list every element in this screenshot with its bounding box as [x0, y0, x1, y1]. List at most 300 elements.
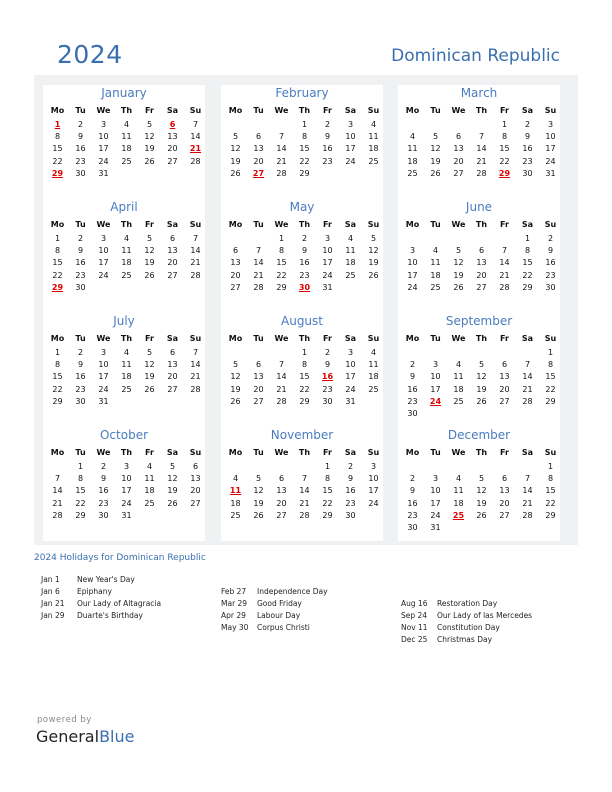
day-cell: 26	[476, 396, 487, 406]
day-cell: 31	[98, 396, 109, 406]
holiday-day-cell: 16	[321, 372, 334, 382]
weekday-header: Mo	[228, 106, 243, 115]
holiday-name: Duarte's Birthday	[77, 611, 143, 620]
day-cell: 7	[192, 234, 199, 243]
day-cell: 30	[322, 396, 333, 406]
holiday-day-cell: 30	[298, 282, 311, 292]
day-cell: 14	[476, 144, 487, 154]
day-cell: 22	[499, 156, 510, 166]
day-cell: 5	[432, 132, 439, 142]
weekday-header: Su	[189, 448, 202, 457]
day-cell: 25	[230, 510, 241, 520]
day-cell: 9	[301, 246, 308, 256]
day-cell: 29	[276, 282, 287, 292]
holiday-day-cell: 29	[51, 282, 64, 292]
weekday-header: We	[96, 106, 111, 115]
day-cell: 29	[322, 510, 333, 520]
weekday-header: Tu	[253, 334, 264, 343]
day-cell: 2	[301, 234, 308, 243]
day-cell: 19	[253, 498, 264, 508]
day-cell: 23	[345, 498, 356, 508]
day-cell: 31	[430, 523, 441, 532]
day-cell: 21	[522, 498, 533, 508]
day-cell: 20	[230, 270, 241, 280]
holiday-name: Corpus Christi	[257, 623, 310, 632]
day-cell: 31	[345, 396, 356, 406]
weekday-header: Su	[544, 106, 557, 115]
day-cell: 15	[322, 486, 333, 496]
day-cell: 3	[100, 234, 107, 243]
day-cell: 2	[409, 360, 416, 370]
day-cell: 7	[278, 360, 285, 370]
day-cell: 27	[167, 384, 178, 394]
day-cell: 24	[407, 282, 418, 292]
day-cell: 11	[368, 360, 379, 370]
holiday-day-cell: 29	[498, 168, 511, 178]
day-cell: 27	[167, 156, 178, 166]
day-cell: 13	[476, 258, 487, 268]
day-cell: 23	[407, 396, 418, 406]
day-cell: 18	[121, 144, 132, 154]
day-cell: 23	[322, 384, 333, 394]
day-cell: 23	[522, 156, 533, 166]
weekday-header: Sa	[166, 448, 179, 457]
day-cell: 8	[301, 132, 308, 142]
day-cell: 16	[522, 144, 533, 154]
day-cell: 22	[276, 270, 287, 280]
weekday-header: Su	[544, 220, 557, 229]
weekday-header: We	[274, 334, 289, 343]
day-cell: 29	[52, 396, 63, 406]
day-cell: 2	[77, 120, 84, 129]
weekday-header: Fr	[145, 220, 154, 229]
weekday-header: We	[451, 334, 466, 343]
day-cell: 1	[54, 234, 61, 243]
weekday-header: Sa	[344, 106, 357, 115]
month-name: December	[447, 428, 511, 442]
day-cell: 4	[455, 360, 462, 370]
weekday-header: We	[96, 448, 111, 457]
weekday-header: Fr	[145, 106, 154, 115]
day-cell: 29	[545, 396, 556, 406]
holiday-day-cell: 1	[54, 120, 61, 129]
day-cell: 4	[370, 120, 377, 129]
weekday-header: Th	[475, 448, 488, 457]
weekday-header: Th	[120, 106, 133, 115]
day-cell: 3	[409, 246, 416, 256]
day-cell: 11	[430, 258, 441, 268]
day-cell: 11	[144, 474, 155, 484]
day-cell: 29	[75, 510, 86, 520]
day-cell: 10	[98, 132, 109, 142]
weekday-header: Fr	[323, 220, 332, 229]
day-cell: 27	[253, 396, 264, 406]
day-cell: 13	[499, 486, 510, 496]
weekday-header: We	[274, 220, 289, 229]
weekday-header: Sa	[521, 220, 534, 229]
day-cell: 24	[545, 156, 556, 166]
day-cell: 23	[299, 270, 310, 280]
day-cell: 28	[276, 396, 287, 406]
day-cell: 4	[232, 474, 239, 484]
day-cell: 6	[278, 474, 285, 484]
day-cell: 12	[144, 246, 155, 256]
day-cell: 21	[276, 156, 287, 166]
day-cell: 26	[144, 270, 155, 280]
day-cell: 15	[75, 486, 86, 496]
day-cell: 10	[407, 258, 418, 268]
day-cell: 3	[347, 120, 354, 129]
day-cell: 13	[453, 144, 464, 154]
day-cell: 17	[368, 486, 379, 496]
day-cell: 17	[545, 144, 556, 154]
weekday-header: Fr	[145, 448, 154, 457]
day-cell: 7	[524, 474, 531, 484]
weekday-header: Sa	[521, 106, 534, 115]
holiday-date: Mar 29	[221, 599, 248, 608]
weekday-header: Sa	[344, 334, 357, 343]
day-cell: 15	[52, 258, 63, 268]
day-cell: 25	[453, 396, 464, 406]
page-year-title: 2024	[57, 40, 123, 69]
holiday-name: New Year's Day	[77, 575, 135, 584]
day-cell: 27	[476, 282, 487, 292]
holiday-name: Our Lady of las Mercedes	[437, 611, 533, 620]
holiday-day-cell: 21	[189, 144, 202, 154]
day-cell: 6	[192, 462, 199, 471]
day-cell: 21	[253, 270, 264, 280]
day-cell: 26	[453, 282, 464, 292]
day-cell: 24	[98, 384, 109, 394]
weekday-header: Fr	[323, 106, 332, 115]
day-cell: 15	[545, 372, 556, 382]
holiday-name: Our Lady of Altagracia	[77, 599, 162, 608]
brand-blue: Blue	[99, 727, 135, 746]
weekday-header: Su	[367, 334, 380, 343]
weekday-header: Su	[367, 106, 380, 115]
day-cell: 14	[522, 486, 533, 496]
day-cell: 16	[545, 258, 556, 268]
day-cell: 21	[276, 384, 287, 394]
month-may	[221, 199, 383, 313]
holiday-day-cell: 27	[252, 168, 265, 178]
holiday-date: Apr 29	[221, 611, 246, 620]
day-cell: 23	[407, 510, 418, 520]
day-cell: 10	[430, 372, 441, 382]
day-cell: 20	[476, 270, 487, 280]
weekday-header: Mo	[50, 448, 65, 457]
day-cell: 13	[253, 144, 264, 154]
day-cell: 3	[123, 462, 130, 471]
holiday-date: Nov 11	[401, 623, 428, 632]
holiday-day-cell: 6	[169, 120, 176, 129]
day-cell: 26	[476, 510, 487, 520]
day-cell: 21	[299, 498, 310, 508]
weekday-header: Fr	[323, 448, 332, 457]
holiday-date: Jan 21	[41, 599, 65, 608]
day-cell: 17	[98, 144, 109, 154]
day-cell: 23	[75, 156, 86, 166]
holiday-name: Restoration Day	[437, 599, 498, 608]
day-cell: 17	[98, 372, 109, 382]
day-cell: 17	[430, 384, 441, 394]
weekday-header: Tu	[253, 106, 264, 115]
weekday-header: Sa	[344, 448, 357, 457]
day-cell: 5	[146, 234, 153, 243]
day-cell: 19	[453, 270, 464, 280]
day-cell: 10	[98, 246, 109, 256]
day-cell: 4	[455, 474, 462, 484]
day-cell: 28	[276, 168, 287, 178]
day-cell: 25	[407, 168, 418, 178]
day-cell: 19	[368, 258, 379, 268]
day-cell: 7	[54, 474, 61, 484]
day-cell: 22	[52, 270, 63, 280]
day-cell: 31	[545, 168, 556, 178]
month-name: March	[460, 86, 498, 100]
day-cell: 1	[77, 462, 84, 471]
month-november	[221, 427, 383, 541]
day-cell: 5	[232, 360, 239, 370]
day-cell: 6	[478, 246, 485, 256]
day-cell: 27	[453, 168, 464, 178]
day-cell: 7	[524, 360, 531, 370]
day-cell: 24	[345, 384, 356, 394]
day-cell: 25	[121, 270, 132, 280]
day-cell: 2	[324, 120, 331, 129]
holiday-name: Independence Day	[257, 587, 328, 596]
weekday-header: Th	[120, 220, 133, 229]
day-cell: 3	[100, 120, 107, 129]
weekday-header: Mo	[405, 220, 420, 229]
weekday-header: Fr	[500, 334, 509, 343]
weekday-header: Su	[367, 448, 380, 457]
day-cell: 2	[409, 474, 416, 484]
month-name: August	[281, 314, 323, 328]
day-cell: 10	[322, 246, 333, 256]
holiday-date: Dec 25	[401, 635, 428, 644]
day-cell: 28	[299, 510, 310, 520]
day-cell: 10	[430, 486, 441, 496]
day-cell: 3	[100, 348, 107, 357]
weekday-header: Th	[475, 334, 488, 343]
day-cell: 8	[501, 132, 508, 142]
day-cell: 30	[522, 168, 533, 178]
day-cell: 4	[123, 348, 130, 357]
day-cell: 17	[407, 270, 418, 280]
day-cell: 16	[98, 486, 109, 496]
day-cell: 27	[230, 282, 241, 292]
day-cell: 4	[409, 132, 416, 142]
weekday-header: Su	[544, 334, 557, 343]
month-july	[43, 313, 205, 427]
day-cell: 26	[167, 498, 178, 508]
day-cell: 15	[276, 258, 287, 268]
day-cell: 12	[453, 258, 464, 268]
day-cell: 6	[169, 234, 176, 243]
day-cell: 8	[547, 474, 554, 484]
month-name: February	[275, 86, 329, 100]
day-cell: 7	[501, 246, 508, 256]
day-cell: 9	[409, 372, 416, 382]
day-cell: 10	[98, 360, 109, 370]
day-cell: 7	[192, 348, 199, 357]
day-cell: 7	[255, 246, 262, 256]
day-cell: 28	[190, 270, 201, 280]
month-name: September	[445, 314, 513, 328]
day-cell: 11	[407, 144, 418, 154]
day-cell: 11	[453, 486, 464, 496]
day-cell: 8	[54, 246, 61, 256]
weekday-header: Fr	[145, 334, 154, 343]
month-name: June	[465, 200, 493, 214]
weekday-header: Tu	[430, 448, 441, 457]
day-cell: 29	[545, 510, 556, 520]
day-cell: 25	[121, 384, 132, 394]
day-cell: 26	[230, 168, 241, 178]
weekday-header: Mo	[405, 448, 420, 457]
day-cell: 5	[370, 234, 377, 243]
day-cell: 30	[75, 282, 86, 292]
day-cell: 19	[230, 384, 241, 394]
day-cell: 11	[453, 372, 464, 382]
day-cell: 8	[54, 132, 61, 142]
day-cell: 13	[499, 372, 510, 382]
month-march	[398, 85, 560, 199]
day-cell: 2	[324, 348, 331, 357]
day-cell: 24	[430, 510, 441, 520]
day-cell: 21	[190, 372, 201, 382]
day-cell: 25	[144, 498, 155, 508]
day-cell: 2	[347, 462, 354, 471]
day-cell: 12	[230, 144, 241, 154]
day-cell: 8	[278, 246, 285, 256]
day-cell: 28	[522, 510, 533, 520]
day-cell: 6	[232, 246, 239, 256]
day-cell: 20	[167, 372, 178, 382]
day-cell: 9	[324, 132, 331, 142]
holiday-date: Aug 16	[401, 599, 428, 608]
day-cell: 18	[121, 258, 132, 268]
day-cell: 13	[167, 360, 178, 370]
day-cell: 18	[345, 258, 356, 268]
day-cell: 16	[407, 384, 418, 394]
day-cell: 12	[253, 486, 264, 496]
weekday-header: Su	[189, 220, 202, 229]
day-cell: 1	[54, 348, 61, 357]
day-cell: 2	[100, 462, 107, 471]
day-cell: 23	[98, 498, 109, 508]
day-cell: 8	[54, 360, 61, 370]
day-cell: 21	[522, 384, 533, 394]
day-cell: 21	[52, 498, 63, 508]
day-cell: 11	[345, 246, 356, 256]
day-cell: 24	[98, 270, 109, 280]
day-cell: 14	[276, 144, 287, 154]
day-cell: 17	[98, 258, 109, 268]
holiday-date: Feb 27	[221, 587, 247, 596]
day-cell: 30	[75, 396, 86, 406]
weekday-header: Sa	[521, 334, 534, 343]
day-cell: 7	[478, 132, 485, 142]
month-name: November	[270, 428, 334, 442]
weekday-header: Sa	[521, 448, 534, 457]
day-cell: 6	[255, 360, 262, 370]
day-cell: 20	[253, 156, 264, 166]
day-cell: 18	[121, 372, 132, 382]
month-january	[43, 85, 205, 199]
day-cell: 15	[299, 372, 310, 382]
day-cell: 26	[144, 156, 155, 166]
day-cell: 22	[299, 384, 310, 394]
weekday-header: Mo	[228, 448, 243, 457]
day-cell: 31	[322, 282, 333, 292]
day-cell: 25	[121, 156, 132, 166]
brand-logo[interactable]	[36, 727, 134, 746]
day-cell: 16	[75, 372, 86, 382]
day-cell: 9	[347, 474, 354, 484]
weekday-header: Fr	[323, 334, 332, 343]
day-cell: 11	[121, 132, 132, 142]
day-cell: 22	[545, 498, 556, 508]
day-cell: 13	[276, 486, 287, 496]
day-cell: 4	[347, 234, 354, 243]
weekday-header: We	[451, 448, 466, 457]
weekday-header: Th	[120, 334, 133, 343]
day-cell: 17	[322, 258, 333, 268]
holiday-date: Sep 24	[401, 611, 428, 620]
day-cell: 24	[98, 156, 109, 166]
day-cell: 11	[368, 132, 379, 142]
day-cell: 27	[499, 510, 510, 520]
day-cell: 20	[453, 156, 464, 166]
day-cell: 17	[345, 372, 356, 382]
day-cell: 12	[230, 372, 241, 382]
day-cell: 2	[547, 234, 554, 243]
day-cell: 19	[144, 258, 155, 268]
day-cell: 2	[524, 120, 531, 129]
weekday-header: Su	[544, 448, 557, 457]
day-cell: 25	[368, 384, 379, 394]
day-cell: 26	[368, 270, 379, 280]
day-cell: 30	[407, 523, 418, 532]
day-cell: 15	[52, 144, 63, 154]
day-cell: 2	[77, 348, 84, 357]
day-cell: 3	[347, 348, 354, 357]
weekday-header: Fr	[500, 448, 509, 457]
day-cell: 22	[545, 384, 556, 394]
weekday-header: Su	[189, 106, 202, 115]
day-cell: 23	[75, 270, 86, 280]
day-cell: 5	[478, 474, 485, 484]
day-cell: 3	[370, 462, 377, 471]
day-cell: 4	[370, 348, 377, 357]
day-cell: 12	[167, 474, 178, 484]
day-cell: 30	[98, 510, 109, 520]
day-cell: 12	[476, 486, 487, 496]
day-cell: 8	[524, 246, 531, 256]
holiday-name: Constitution Day	[437, 623, 500, 632]
holiday-date: Jan 29	[41, 611, 65, 620]
day-cell: 19	[430, 156, 441, 166]
weekday-header: Tu	[75, 106, 86, 115]
day-cell: 20	[499, 498, 510, 508]
holidays-title: 2024 Holidays for Dominican Republic	[34, 553, 206, 563]
weekday-header: We	[96, 220, 111, 229]
weekday-header: Sa	[344, 220, 357, 229]
day-cell: 22	[522, 270, 533, 280]
day-cell: 20	[167, 144, 178, 154]
